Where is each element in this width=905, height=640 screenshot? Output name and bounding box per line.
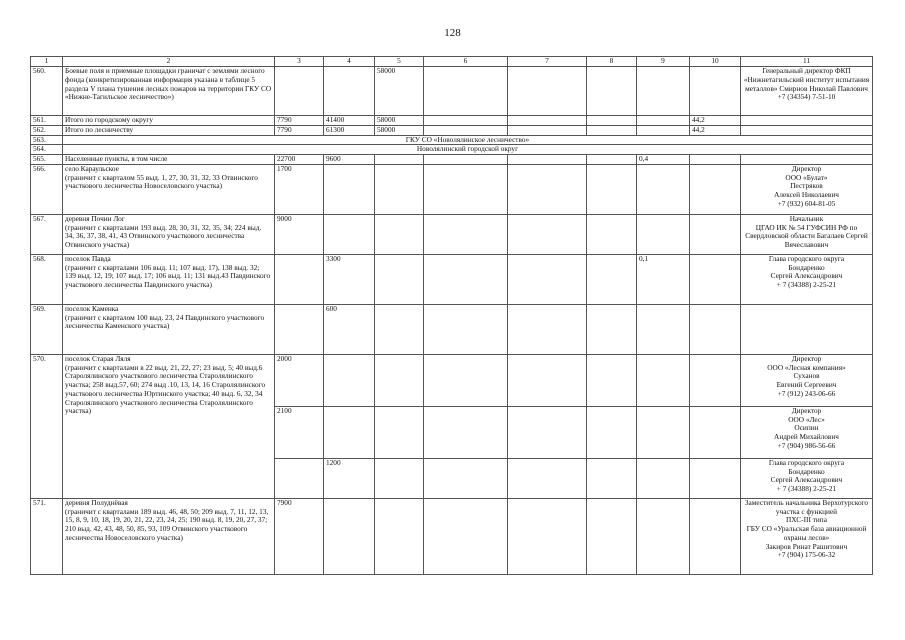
contact-cell: Глава городского округа Бондаренко Сергей Александрович + 7 (34388) 2-25-21 xyxy=(741,254,873,304)
contact-cell: Генеральный директор ФКП «Нижнетагильский институт испытания металлов» Смирнов Николай Павлович +7 (34354) 7-51-10 xyxy=(741,67,873,116)
header-cell: 10 xyxy=(690,57,741,67)
cell-value: 44,2 xyxy=(690,125,741,135)
cell-value: 9000 xyxy=(275,214,324,254)
header-cell: 5 xyxy=(375,57,424,67)
table-row xyxy=(31,254,873,304)
contact-cell: Директор ООО «Булат» Пестряков Алексей Николаевич +7 (932) 604-81-05 xyxy=(741,164,873,214)
row-description: деревня Почин Лог (граничит с кварталами 193 выд. 28, 30, 31, 32, 35, 34; 224 выд. 34, 36, 37, 38, 41, 43 Отвинского участкового лесничества Отвинского участка) xyxy=(63,214,275,254)
section-row xyxy=(31,135,873,145)
cell-value: 58000 xyxy=(375,67,424,116)
header-cell: 6 xyxy=(424,57,508,67)
row-number: 569. xyxy=(31,304,63,354)
row-description: Боевые поля и приемные площадки граничат с землями лесного фонда (конкретизированная информация указана в таблице 5 раздела V плана тушения лесных пожаров на территории ГКУ СО «Нижне-Тагильское лесничество») xyxy=(63,67,275,116)
cell-value: 44,2 xyxy=(690,116,741,126)
cell-value: 2000 xyxy=(275,354,324,406)
row-number: 560. xyxy=(31,67,63,116)
page-number: 128 xyxy=(444,27,461,39)
contact-cell: Начальник ЦГАО ИК № 54 ГУФСИН РФ по Свердловской области Багалаев Сергей Вячеславович xyxy=(741,214,873,254)
cell-value: 22700 xyxy=(275,155,324,165)
row-description: село Караульское (граничит с кварталом 55 выд. 1, 27, 30, 31, 32, 33 Отвинского участкового лесничества Новоселовского участка) xyxy=(63,164,275,214)
row-number: 561. xyxy=(31,116,63,126)
section-row xyxy=(31,145,873,155)
row-description: Итого по лесничеству xyxy=(63,125,275,135)
table-row xyxy=(31,498,873,574)
contact-cell: Глава городского округа Бондаренко Сергей Александрович + 7 (34388) 2-25-21 xyxy=(741,458,873,498)
row-number: 562. xyxy=(31,125,63,135)
header-cell: 2 xyxy=(63,57,275,67)
row-description: Итого по городскому округу xyxy=(63,116,275,126)
contact-cell: Директор ООО «Лесная компания» Суханов Евгений Сергеевич +7 (912) 243-06-66 xyxy=(741,354,873,406)
row-description: поселок Каменка (граничит с кварталом 100 выд. 23, 24 Павдинского участкового лесничества Каменского участка) xyxy=(63,304,275,354)
row-number: 568. xyxy=(31,254,63,304)
cell-value: 7790 xyxy=(275,125,324,135)
cell-value: 1700 xyxy=(275,164,324,214)
cell-value: 3300 xyxy=(324,254,375,304)
cell-value: 7790 xyxy=(275,116,324,126)
row-description: поселок Старая Ляля (граничит с кварталами в 22 выд. 21, 22, 27; 23 выд. 5; 40 выд.6 Старолялинского участкового лесничества Старолялинского участка; 258 выд.57, 60; 274 выд .10, 13, 14, 16 Старолялинского участкового лесничества Юртинского участка; 40 выд. 6, 32, 34 Старолялинского участкового лесничества Старолялинского участка) xyxy=(63,354,275,498)
cell-value: 7900 xyxy=(275,498,324,574)
row-number: 566. xyxy=(31,164,63,214)
contact-cell: Заместитель начальника Верхотурского участка с функцией ПХС-III типа ГБУ СО «Уральская база авиационной охраны лесов» Закиров Ринат Рашитович +7 (904) 175-06-32 xyxy=(741,498,873,574)
cell-value: 9600 xyxy=(324,155,375,165)
table-row xyxy=(31,354,873,406)
row-description: деревня Полуднёвая (граничит с кварталами 189 выд. 46, 48, 50; 209 выд. 7, 11, 12, 13, 15, 8, 9, 10, 18, 19, 20, 21, 22, 23, 24, 25; 190 выд. 8, 19, 20, 27, 37; 210 выд. 42, 43, 48, 50, 85, 93, 109 Отвинского участкового лесничества Новоселовского участка) xyxy=(63,498,275,574)
header-row xyxy=(31,57,873,67)
cell-value: 61300 xyxy=(324,125,375,135)
row-number: 563. xyxy=(31,135,63,145)
forest-fire-table xyxy=(30,56,873,575)
contact-cell: Директор ООО «Лес» Осипин Андрей Михайлович +7 (904) 986-56-66 xyxy=(741,406,873,458)
table-row xyxy=(31,304,873,354)
section-title: ГКУ СО «Новолялинское лесничество» xyxy=(63,135,873,145)
row-number: 567. xyxy=(31,214,63,254)
table-row xyxy=(31,164,873,214)
cell-value: 600 xyxy=(324,304,375,354)
table-row xyxy=(31,116,873,126)
cell-value: 1200 xyxy=(324,458,375,498)
section-subtitle: Новолялинский городской округ xyxy=(63,145,873,155)
cell-value: 58000 xyxy=(375,116,424,126)
header-cell: 8 xyxy=(587,57,637,67)
header-cell: 3 xyxy=(275,57,324,67)
row-number: 571. xyxy=(31,498,63,574)
cell-value: 0,1 xyxy=(637,254,690,304)
header-cell: 7 xyxy=(508,57,587,67)
table-row xyxy=(31,214,873,254)
header-cell: 9 xyxy=(637,57,690,67)
cell-value: 41400 xyxy=(324,116,375,126)
row-description: Населенные пункты, в том числе xyxy=(63,155,275,165)
row-number: 564. xyxy=(31,145,63,155)
header-cell: 1 xyxy=(31,57,63,67)
table-row xyxy=(31,67,873,116)
cell-value: 0,4 xyxy=(637,155,690,165)
table-row xyxy=(31,125,873,135)
table-row xyxy=(31,155,873,165)
row-number: 565. xyxy=(31,155,63,165)
row-number: 570. xyxy=(31,354,63,498)
cell-value: 58000 xyxy=(375,125,424,135)
row-description: поселок Павда (граничит с кварталами 106 выд. 11; 107 выд. 17), 138 выд. 32; 139 выд. 12, 19; 107 выд. 17; 106 выд. 11; 131 выд.43 Павдинского участкового лесничества Павдинского участка) xyxy=(63,254,275,304)
header-cell: 11 xyxy=(741,57,873,67)
cell-value: 2100 xyxy=(275,406,324,458)
header-cell: 4 xyxy=(324,57,375,67)
